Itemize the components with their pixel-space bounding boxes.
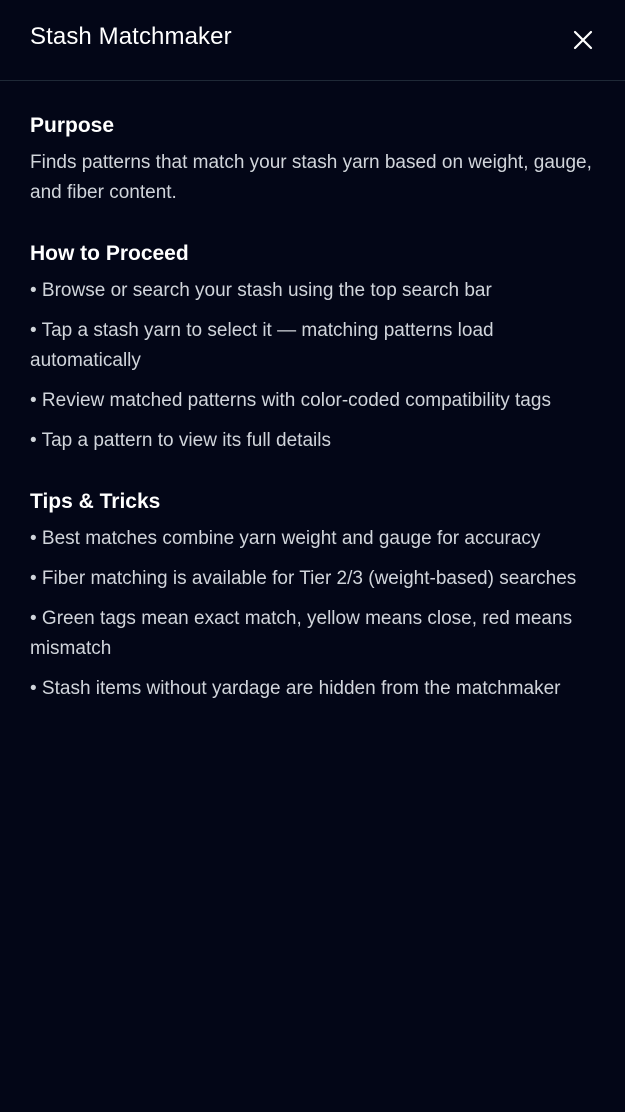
panel-header bbox=[0, 0, 625, 81]
purpose-heading: Purpose bbox=[30, 114, 115, 137]
close-button[interactable] bbox=[569, 26, 597, 54]
tips-and-tricks-list bbox=[30, 524, 595, 704]
list-item: • Browse or search your stash using the top search bar bbox=[30, 280, 492, 301]
close-icon bbox=[572, 29, 594, 51]
panel-content bbox=[0, 81, 625, 704]
list-item: • Fiber matching is available for Tier 2/3 (weight-based) searches bbox=[30, 568, 577, 589]
how-to-proceed-heading: How to Proceed bbox=[30, 242, 189, 265]
list-item: • Review matched patterns with color-coded compatibility tags bbox=[30, 390, 551, 411]
list-item: • Tap a stash yarn to select it — matching patterns load automatically bbox=[30, 320, 494, 371]
purpose-text: Finds patterns that match your stash yarn based on weight, gauge, and fiber content. bbox=[30, 152, 592, 203]
purpose-section bbox=[30, 113, 595, 208]
list-item: • Green tags mean exact match, yellow means close, red means mismatch bbox=[30, 608, 573, 659]
list-item: • Best matches combine yarn weight and gauge for accuracy bbox=[30, 528, 541, 549]
how-to-proceed-list bbox=[30, 276, 595, 456]
tips-and-tricks-heading: Tips & Tricks bbox=[30, 490, 161, 513]
panel-title: Stash Matchmaker bbox=[30, 23, 232, 50]
list-item: • Tap a pattern to view its full details bbox=[30, 430, 331, 451]
tips-and-tricks-section bbox=[30, 489, 595, 704]
list-item: • Stash items without yardage are hidden from the matchmaker bbox=[30, 678, 561, 699]
how-to-proceed-section bbox=[30, 241, 595, 456]
